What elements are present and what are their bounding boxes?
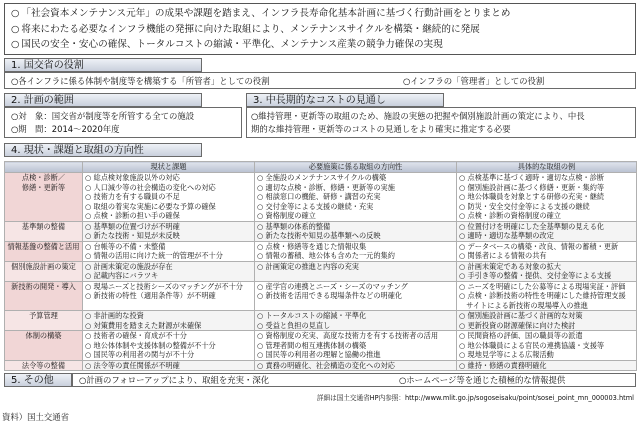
cell-line: ○ 現地見学等による広報活動 xyxy=(459,350,554,359)
sec3-line1: ○維持管理・更新等の取組のため、施設の実態の把握や個別施設計画の策定により、中長 xyxy=(251,111,585,121)
cell-line: サイトによる新技術の現場導入の推進 xyxy=(459,300,588,310)
cell-line: ○ 情報の蓄積、地公体も含めた一元的集約 xyxy=(257,251,395,260)
cell-line: ○ 基準類の体系的整備 xyxy=(257,221,331,231)
table-cell-c3 xyxy=(457,360,637,371)
table-cell-c1 xyxy=(83,331,255,361)
cell-line: ○ 交付金等による支援の継続・充実 xyxy=(257,201,374,211)
table-cell-c2 xyxy=(255,261,457,281)
cell-line: ○ 新技術の特性（適用条件等）が不明確 xyxy=(85,291,216,300)
intro-text: 将来にわたる必要なインフラ機能の発揮に向けた取組により、メンテナンスサイクルを構築・継続的に発展 xyxy=(21,23,480,35)
cell-line: ○ 個別施設計画に基づく修繕・更新・集約等 xyxy=(459,182,605,192)
cell-line: ○ 情報の活用に向けた統一的管理が不十分 xyxy=(85,251,223,260)
cell-line: ○ 取組の着実な実施に必要な予算の確保 xyxy=(85,201,216,211)
intro-line xyxy=(11,22,629,38)
intro-text: 国民の安全・安心の確保、トータルコストの縮減・平準化、メンテナンス産業の競争力確保の実現 xyxy=(21,39,443,50)
sec2-body xyxy=(4,107,242,138)
cell-line: ○ 地公体職員による官民の連携協議・支援等 xyxy=(459,340,605,350)
cell-line: ○ 資格制度の充実、高度な技術力を有する技術者の活用 xyxy=(257,331,439,340)
sec2-line1: ○対 象：国交省が制度等を所管する全ての施設 xyxy=(11,111,195,121)
cell-line: ○ ニーズを明確にした公募等による現場実証・評価 xyxy=(459,281,626,291)
table-cell-c3 xyxy=(457,311,637,331)
cell-line: ○ 適切な点検・診断、修繕・更新等の実施 xyxy=(257,182,395,192)
table-cell-c3 xyxy=(457,221,637,241)
intro-line xyxy=(11,6,629,22)
cell-line: ○ 維持・修繕の責務明確化 xyxy=(459,360,547,370)
cell-line: ○ 技術力を有する職員の不足 xyxy=(85,192,180,201)
sec4-table xyxy=(4,161,637,371)
cell-line: ○ 点検・修繕等を通じた情報収集 xyxy=(257,241,367,251)
table-row xyxy=(5,281,637,311)
source-credit: 資料）国土交通省 xyxy=(2,412,69,422)
cell-line: ○ 計画未策定である対象の拡大 xyxy=(459,261,561,271)
cell-line: ○ 管理者間の相互連携体制の構築 xyxy=(257,340,367,350)
row-label-text: 個別施設計画の策定 xyxy=(11,261,76,271)
cell-line: ○ 新たな技術や知見の基準類への反映 xyxy=(257,231,381,240)
row-label-text: 予算管理 xyxy=(29,311,58,320)
row-label xyxy=(5,261,83,281)
table-header-1: 現状と課題 xyxy=(83,162,255,173)
table-cell-c3 xyxy=(457,261,637,281)
cell-line: ○ 受益と負担の見直し xyxy=(257,320,331,330)
sec1-body xyxy=(4,72,636,89)
table-cell-c3 xyxy=(457,281,637,311)
cell-line: ○ 新技術を活用できる現場条件などの明確化 xyxy=(257,291,403,300)
cell-line: ○ 地公体体制や支援体制の整備が不十分 xyxy=(85,340,216,350)
table-cell-c1 xyxy=(83,281,255,311)
sec5-title: 5. その他 xyxy=(4,373,72,387)
sec5-left: ○計画のフォローアップにより、取組を充実・深化 xyxy=(79,375,270,385)
row-label xyxy=(5,173,83,222)
table-cell-c2 xyxy=(255,221,457,241)
cell-line: ○ 国民等の利用者の関与が不十分 xyxy=(85,350,195,359)
table-row xyxy=(5,241,637,261)
table-row xyxy=(5,221,637,241)
row-label-text: 情報基盤の整備と活用 xyxy=(7,241,80,251)
cell-line: ○ 産学官の連携とニーズ・シーズのマッチング xyxy=(257,281,408,291)
cell-line: ○ 記載内容にバラツキ xyxy=(85,271,159,280)
cell-line: ○ 新たな技術・知見が未反映 xyxy=(85,231,180,240)
cell-line: ○ トータルコストの縮減・平準化 xyxy=(257,311,367,320)
cell-line: ○ 位置付けを明確にした全基準類の見える化 xyxy=(459,221,605,231)
table-row xyxy=(5,311,637,331)
intro-bullet: ○ xyxy=(11,39,20,50)
row-label xyxy=(5,311,83,331)
table-cell-c3 xyxy=(457,331,637,361)
sec3-body xyxy=(246,107,636,138)
cell-line: ○ 点検・診断技術の特性を明確にした維持管理支援 xyxy=(459,291,626,300)
table-cell-c2 xyxy=(255,331,457,361)
cell-line: ○ 資格制度の確立 xyxy=(257,211,316,220)
table-cell-c1 xyxy=(83,221,255,241)
cell-line: ○ 点検基準に基づく適時・適切な点検・診断 xyxy=(459,173,605,182)
table-cell-c1 xyxy=(83,173,255,222)
cell-line: ○ 地公体職員を対象とする研修の充実・継続 xyxy=(459,192,605,201)
sec3-title: 3. 中長期的なコストの見通し xyxy=(246,93,444,107)
intro-line xyxy=(11,37,629,53)
table-row xyxy=(5,331,637,361)
row-label-text: 点検・診断／ 修繕・更新等 xyxy=(21,173,66,192)
sec1-left: ○各インフラに係る体制や制度等を構築する「所管者」としての役割 xyxy=(11,76,270,86)
row-label-text: 法令等の整備 xyxy=(21,360,66,370)
table-row xyxy=(5,360,637,371)
row-label xyxy=(5,241,83,261)
cell-line: ○ 国民等の利用者の理解と協働の推進 xyxy=(257,350,381,359)
sec5-body xyxy=(72,373,636,387)
cell-line: ○ 計画策定の推進と内容の充実 xyxy=(257,261,359,271)
table-cell-c1 xyxy=(83,360,255,371)
cell-line: ○ 防災・安全交付金等による支援の継続 xyxy=(459,201,590,211)
footnote-link: 詳細は国土交通省HP内参照：http://www.mlit.go.jp/sogoseisaku/point/sosei_point_mn_000003.html xyxy=(316,394,634,402)
cell-line: ○ 更新投資の財源確保に向けた検討 xyxy=(459,320,576,330)
table-cell-c2 xyxy=(255,241,457,261)
cell-line: ○ 技術者の確保・育成が不十分 xyxy=(85,331,187,340)
table-row xyxy=(5,173,637,222)
table-cell-c3 xyxy=(457,241,637,261)
intro-bullet: ○ xyxy=(11,23,20,35)
cell-line: ○ 全施設のメンテナンスサイクルの構築 xyxy=(257,173,387,182)
table-cell-c2 xyxy=(255,360,457,371)
table-cell-c2 xyxy=(255,281,457,311)
row-label xyxy=(5,281,83,311)
cell-line: ○ 民間資格の評価、国の職員等の派遣 xyxy=(459,331,583,340)
sec1-title: 1. 国交省の役割 xyxy=(4,58,202,72)
cell-line: ○ 計画未策定の施設が存在 xyxy=(85,261,173,271)
table-header-3: 具体的な取組の例 xyxy=(457,162,637,173)
sec5-right: ○ホームページ等を通じた積極的な情報提供 xyxy=(399,375,566,385)
cell-line: ○ 適時・適切な基準類の改定 xyxy=(459,231,554,240)
row-label-text: 基準類の整備 xyxy=(21,221,66,231)
intro-box xyxy=(4,3,636,55)
cell-line: ○ 手引き等の整備・提供、交付金等による支援 xyxy=(459,271,612,280)
sec3-line2: 期的な維持管理・更新等のコストの見通しをより確実に推定する必要 xyxy=(251,124,511,134)
row-label xyxy=(5,221,83,241)
table-cell-c3 xyxy=(457,173,637,222)
cell-line: ○ 対策費用を踏まえた財源が未確保 xyxy=(85,320,202,330)
table-cell-c2 xyxy=(255,173,457,222)
cell-line: ○ 関係者による情報の共有 xyxy=(459,251,547,260)
cell-line: ○ 責務の明確化、社会構造の変化への対応 xyxy=(257,360,395,370)
table-row xyxy=(5,261,637,281)
cell-line: ○ 基準類の位置づけが不明確 xyxy=(85,221,180,231)
table-cell-c1 xyxy=(83,261,255,281)
table-header-2: 必要施策に係る取組の方向性 xyxy=(255,162,457,173)
row-label xyxy=(5,360,83,371)
table-cell-c1 xyxy=(83,311,255,331)
row-label-text: 新技術の開発・導入 xyxy=(11,281,76,291)
sec2-line2: ○期 間：2014～2020年度 xyxy=(11,124,120,134)
sec2-title: 2. 計画の範囲 xyxy=(4,93,202,107)
table-cell-c1 xyxy=(83,241,255,261)
cell-line: ○ 点検・診断の資格制度の確立 xyxy=(459,211,561,220)
cell-line: ○ 点検・診断の担い手の確保 xyxy=(85,211,180,220)
cell-line: ○ 台帳等の不備・未整備 xyxy=(85,241,166,251)
row-label xyxy=(5,331,83,361)
cell-line: ○ 非計画的な投資 xyxy=(85,311,144,320)
table-header-0 xyxy=(5,162,83,173)
cell-line: ○ 総点検対象施設以外の対応 xyxy=(85,173,180,182)
sec1-right: ○インフラの「管理者」としての役割 xyxy=(403,76,545,86)
table-cell-c2 xyxy=(255,311,457,331)
cell-line: ○ 現場ニーズと技術シーズのマッチングが不十分 xyxy=(85,281,243,291)
cell-line: ○ 人口減少等の社会構造の変化への対応 xyxy=(85,182,216,192)
row-label-text: 体制の構築 xyxy=(25,331,62,340)
cell-line: ○ データベースの構築・改良、情報の蓄積・更新 xyxy=(459,241,619,251)
intro-bullet: ○ xyxy=(11,8,20,19)
intro-text: 「社会資本メンテナンス元年」の成果や課題を踏まえ、インフラ長寿命化基本計画に基づく行動計画をとりまとめ xyxy=(21,8,511,19)
cell-line: ○ 法令等の責任関係が不明確 xyxy=(85,360,180,370)
sec4-title: 4. 現状・課題と取組の方向性 xyxy=(4,143,202,157)
cell-line: ○ 個別施設計画に基づく計画的な対策 xyxy=(459,311,583,320)
cell-line: ○ 相談窓口の機能、研修・講習の充実 xyxy=(257,192,381,201)
